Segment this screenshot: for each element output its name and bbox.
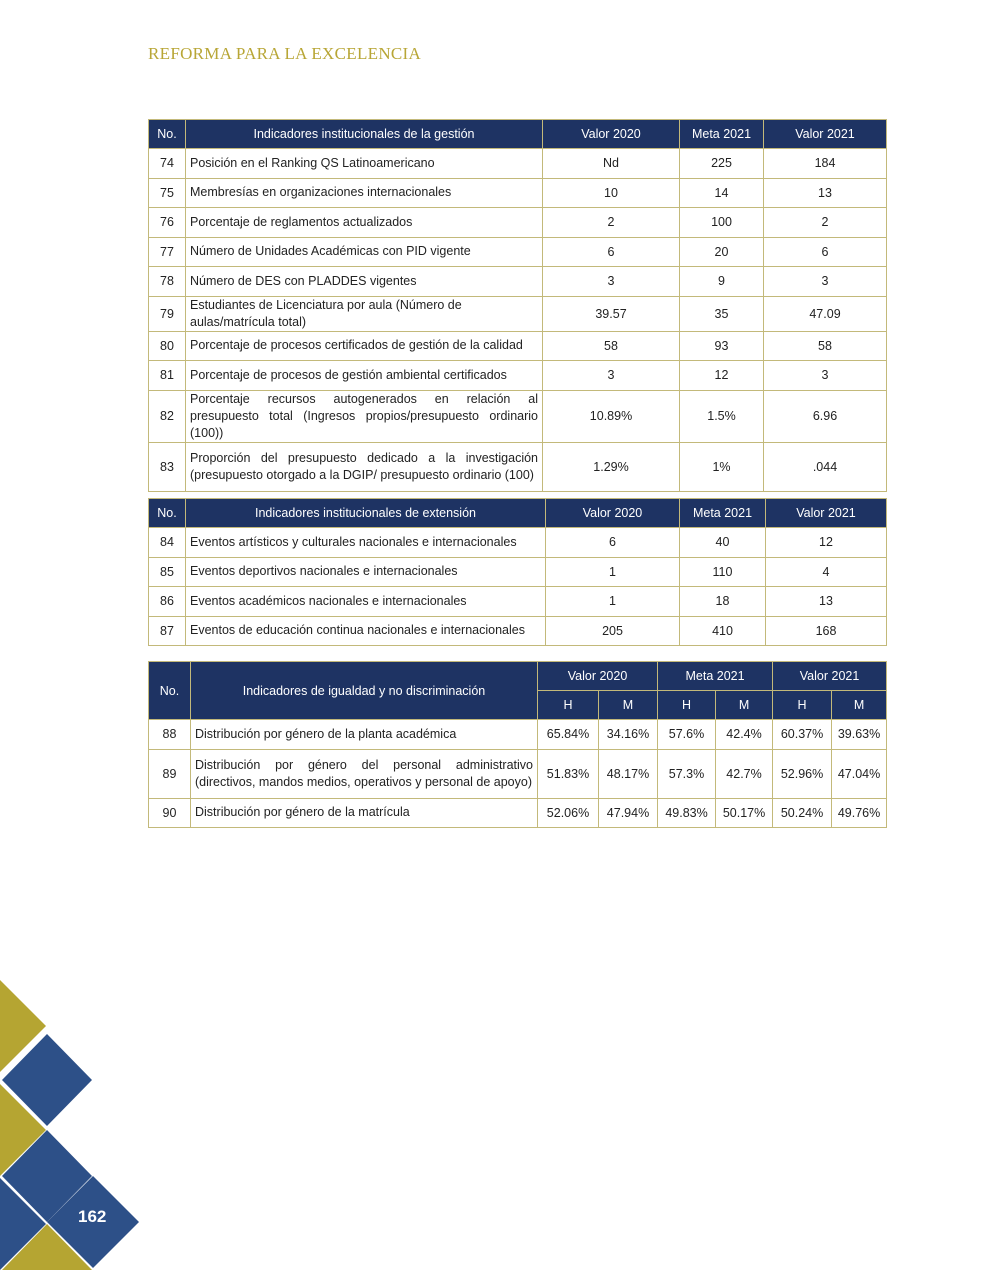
row-no: 90 xyxy=(149,798,191,828)
row-indicator: Eventos académicos nacionales e internacionales xyxy=(186,587,546,617)
col-meta-2021: Meta 2021 xyxy=(680,499,766,528)
row-value: 47.04% xyxy=(832,749,887,798)
col-no: No. xyxy=(149,499,186,528)
table-row xyxy=(149,331,887,361)
table-header-row xyxy=(149,499,887,528)
page-number: 162 xyxy=(78,1207,107,1226)
decorative-diamonds xyxy=(0,980,150,1270)
row-valor-2021: 6 xyxy=(764,237,887,267)
row-no: 89 xyxy=(149,749,191,798)
row-meta-2021: 1% xyxy=(680,442,764,491)
row-valor-2020: 58 xyxy=(543,331,680,361)
row-value: 65.84% xyxy=(538,720,599,750)
row-valor-2021: 58 xyxy=(764,331,887,361)
row-meta-2021: 9 xyxy=(680,267,764,297)
row-valor-2020: 3 xyxy=(543,267,680,297)
col-h: H xyxy=(773,691,832,720)
row-meta-2021: 12 xyxy=(680,361,764,391)
row-no: 87 xyxy=(149,616,186,646)
row-no: 86 xyxy=(149,587,186,617)
row-valor-2021: 184 xyxy=(764,149,887,179)
row-value: 42.7% xyxy=(716,749,773,798)
row-valor-2020: 10 xyxy=(543,178,680,208)
row-meta-2021: 1.5% xyxy=(680,390,764,442)
row-valor-2020: Nd xyxy=(543,149,680,179)
row-valor-2020: 205 xyxy=(546,616,680,646)
row-valor-2020: 6 xyxy=(546,528,680,558)
col-m: M xyxy=(599,691,658,720)
row-indicator: Eventos de educación continua nacionales e internacionales xyxy=(186,616,546,646)
row-meta-2021: 40 xyxy=(680,528,766,558)
row-value: 50.24% xyxy=(773,798,832,828)
row-valor-2021: 13 xyxy=(766,587,887,617)
col-meta-2021: Meta 2021 xyxy=(680,120,764,149)
col-valor-2021: Valor 2021 xyxy=(764,120,887,149)
row-valor-2021: 3 xyxy=(764,267,887,297)
row-value: 34.16% xyxy=(599,720,658,750)
table-row xyxy=(149,149,887,179)
row-meta-2021: 35 xyxy=(680,296,764,331)
col-valor-2020: Valor 2020 xyxy=(546,499,680,528)
row-valor-2021: 168 xyxy=(766,616,887,646)
col-meta-2021: Meta 2021 xyxy=(658,662,773,691)
row-value: 49.76% xyxy=(832,798,887,828)
row-valor-2021: 3 xyxy=(764,361,887,391)
table-row xyxy=(149,296,887,331)
row-meta-2021: 100 xyxy=(680,208,764,238)
row-no: 88 xyxy=(149,720,191,750)
table-row xyxy=(149,237,887,267)
row-valor-2020: 6 xyxy=(543,237,680,267)
col-indicator: Indicadores institucionales de la gestión xyxy=(186,120,543,149)
row-no: 82 xyxy=(149,390,186,442)
row-indicator: Estudiantes de Licenciatura por aula (Número de aulas/matrícula total) xyxy=(186,296,543,331)
row-indicator: Porcentaje de reglamentos actualizados xyxy=(186,208,543,238)
table-header-row xyxy=(149,120,887,149)
table-row xyxy=(149,361,887,391)
row-meta-2021: 410 xyxy=(680,616,766,646)
row-value: 42.4% xyxy=(716,720,773,750)
table-row xyxy=(149,208,887,238)
equality-indicators-table xyxy=(148,661,887,828)
row-valor-2020: 2 xyxy=(543,208,680,238)
row-indicator: Porcentaje de procesos de gestión ambiental certificados xyxy=(186,361,543,391)
row-value: 48.17% xyxy=(599,749,658,798)
row-indicator: Membresías en organizaciones internacionales xyxy=(186,178,543,208)
row-indicator: Número de DES con PLADDES vigentes xyxy=(186,267,543,297)
row-indicator: Distribución por género de la planta académica xyxy=(191,720,538,750)
col-indicator: Indicadores de igualdad y no discriminación xyxy=(191,662,538,720)
table-row xyxy=(149,390,887,442)
col-no: No. xyxy=(149,120,186,149)
management-indicators-table xyxy=(148,119,887,492)
row-indicator: Distribución por género del personal administrativo (directivos, mandos medios, operativos y personal de apoyo) xyxy=(191,749,538,798)
col-h: H xyxy=(538,691,599,720)
row-meta-2021: 225 xyxy=(680,149,764,179)
row-valor-2020: 1.29% xyxy=(543,442,680,491)
row-indicator: Proporción del presupuesto dedicado a la investigación (presupuesto otorgado a la DGIP/ presupuesto ordinario (100) xyxy=(186,442,543,491)
row-value: 60.37% xyxy=(773,720,832,750)
table-row xyxy=(149,587,887,617)
row-valor-2021: 6.96 xyxy=(764,390,887,442)
row-valor-2021: 47.09 xyxy=(764,296,887,331)
row-no: 76 xyxy=(149,208,186,238)
row-value: 39.63% xyxy=(832,720,887,750)
col-valor-2020: Valor 2020 xyxy=(543,120,680,149)
table-row xyxy=(149,178,887,208)
row-indicator: Eventos artísticos y culturales nacionales e internacionales xyxy=(186,528,546,558)
row-indicator: Posición en el Ranking QS Latinoamericano xyxy=(186,149,543,179)
row-no: 80 xyxy=(149,331,186,361)
row-meta-2021: 93 xyxy=(680,331,764,361)
row-indicator: Distribución por género de la matrícula xyxy=(191,798,538,828)
col-valor-2020: Valor 2020 xyxy=(538,662,658,691)
table-row xyxy=(149,798,887,828)
row-no: 74 xyxy=(149,149,186,179)
row-valor-2020: 1 xyxy=(546,557,680,587)
row-no: 78 xyxy=(149,267,186,297)
col-m: M xyxy=(716,691,773,720)
row-valor-2021: 12 xyxy=(766,528,887,558)
row-value: 51.83% xyxy=(538,749,599,798)
col-h: H xyxy=(658,691,716,720)
row-indicator: Porcentaje recursos autogenerados en relación al presupuesto total (Ingresos propios/presupuesto ordinario (100)) xyxy=(186,390,543,442)
row-value: 57.3% xyxy=(658,749,716,798)
row-no: 83 xyxy=(149,442,186,491)
row-no: 85 xyxy=(149,557,186,587)
row-indicator: Número de Unidades Académicas con PID vigente xyxy=(186,237,543,267)
table-row xyxy=(149,749,887,798)
row-indicator: Porcentaje de procesos certificados de gestión de la calidad xyxy=(186,331,543,361)
row-value: 52.96% xyxy=(773,749,832,798)
table-row xyxy=(149,267,887,297)
col-m: M xyxy=(832,691,887,720)
col-valor-2021: Valor 2021 xyxy=(766,499,887,528)
table-row xyxy=(149,616,887,646)
row-valor-2020: 39.57 xyxy=(543,296,680,331)
row-no: 79 xyxy=(149,296,186,331)
row-meta-2021: 20 xyxy=(680,237,764,267)
table-row xyxy=(149,720,887,750)
table-row xyxy=(149,528,887,558)
row-valor-2021: 2 xyxy=(764,208,887,238)
row-value: 57.6% xyxy=(658,720,716,750)
extension-indicators-table xyxy=(148,498,887,646)
row-value: 49.83% xyxy=(658,798,716,828)
running-title: REFORMA PARA LA EXCELENCIA xyxy=(148,44,422,63)
row-valor-2021: 13 xyxy=(764,178,887,208)
row-indicator: Eventos deportivos nacionales e internacionales xyxy=(186,557,546,587)
table-row xyxy=(149,442,887,491)
row-no: 81 xyxy=(149,361,186,391)
row-valor-2021: .044 xyxy=(764,442,887,491)
row-meta-2021: 18 xyxy=(680,587,766,617)
row-no: 75 xyxy=(149,178,186,208)
row-meta-2021: 110 xyxy=(680,557,766,587)
row-value: 50.17% xyxy=(716,798,773,828)
row-value: 47.94% xyxy=(599,798,658,828)
row-valor-2020: 1 xyxy=(546,587,680,617)
row-valor-2021: 4 xyxy=(766,557,887,587)
table-row xyxy=(149,557,887,587)
col-valor-2021: Valor 2021 xyxy=(773,662,887,691)
row-valor-2020: 3 xyxy=(543,361,680,391)
row-valor-2020: 10.89% xyxy=(543,390,680,442)
row-value: 52.06% xyxy=(538,798,599,828)
row-meta-2021: 14 xyxy=(680,178,764,208)
table-header-row xyxy=(149,662,887,691)
row-no: 84 xyxy=(149,528,186,558)
row-no: 77 xyxy=(149,237,186,267)
col-no: No. xyxy=(149,662,191,720)
col-indicator: Indicadores institucionales de extensión xyxy=(186,499,546,528)
